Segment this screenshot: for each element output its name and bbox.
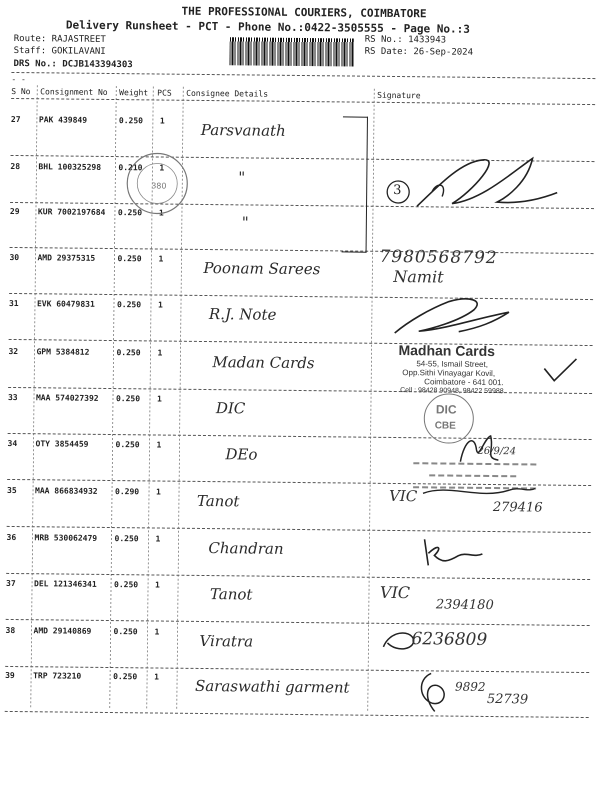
svg-text:380: 380	[151, 181, 167, 191]
row-weight: 0.290	[114, 487, 140, 497]
row-consignee: Poonam Sarees	[203, 258, 321, 279]
row-pcs: 1	[155, 534, 161, 544]
row-sno: 36	[6, 532, 17, 543]
signature-35	[419, 479, 539, 504]
row-pcs: 1	[157, 348, 163, 358]
row-pcs: 1	[158, 254, 164, 264]
row-consignment-no: OTY 3854459	[35, 439, 89, 449]
row-pcs: 1	[155, 580, 160, 590]
row-pcs: 1	[156, 440, 162, 450]
drs-label: DRS No.: DCJB143394303	[13, 58, 133, 71]
col-consignment-header: Consignment No	[40, 87, 108, 97]
signature-39	[411, 669, 457, 715]
row-weight: 0.250	[118, 116, 144, 126]
row-pcs: 1	[157, 300, 163, 310]
row-pcs: 1	[159, 163, 165, 173]
row-consignee: DEo	[225, 445, 258, 464]
signature-31	[389, 291, 530, 342]
row-consignee: Chandran	[208, 539, 284, 558]
row-weight: 0.250	[116, 348, 141, 358]
row-sno: 33	[7, 392, 18, 403]
row-sno: 35	[6, 485, 17, 496]
route-label: Route: RAJASTREET	[13, 33, 106, 45]
vic-35: VIC	[388, 486, 418, 506]
number-39b: 52739	[486, 691, 529, 708]
row-consignment-no: EVK 60479831	[36, 299, 95, 309]
row-consignee: Madan Cards	[212, 353, 315, 373]
row-consignment-no: AMD 29375315	[37, 253, 96, 263]
rs-number: RS No.: 1433943	[364, 34, 447, 46]
row-consignee: R.J. Note	[208, 305, 277, 324]
staff-label: Staff: GOKILAVANI	[13, 45, 106, 57]
grouping-bracket	[342, 116, 368, 252]
dash-marker: - -	[11, 74, 26, 85]
row-pcs: 1	[158, 208, 164, 218]
row-weight: 0.250	[117, 254, 142, 264]
row-consignment-no: TRP 723210	[33, 671, 82, 681]
madhan-stamp-line4: Cell : 98428 90948, 98422 59988	[400, 387, 504, 396]
row-consignment-no: MAA 574027392	[35, 393, 99, 403]
number-35: 279416	[492, 500, 543, 516]
number-38: 6236809	[411, 629, 488, 650]
col-consignee-header: Consignee Details	[186, 88, 269, 99]
row-pcs: 1	[154, 627, 160, 637]
rs-date: RS Date: 26-Sep-2024	[364, 46, 474, 58]
row-consignment-no: MRB 530062479	[34, 533, 98, 543]
office-stamp	[122, 148, 193, 219]
row-pcs: 1	[155, 487, 161, 497]
col-weight-header: Weight	[119, 88, 149, 98]
row-sno: 28	[10, 161, 21, 172]
row-sno: 34	[7, 438, 18, 449]
row-consignee: Tanot	[196, 491, 240, 511]
row-sno: 30	[9, 252, 20, 263]
row-pcs: 1	[156, 394, 162, 404]
row-consignee: "	[238, 168, 246, 187]
row-sno: 38	[5, 625, 16, 636]
dic-stamp: DIC CBE	[424, 393, 475, 444]
runsheet-subtitle: Delivery Runsheet - PCT - Phone No.:0422-3505555 - Page No.:3	[65, 18, 470, 36]
madhan-stamp-name: Madhan Cards	[398, 342, 496, 360]
row-weight: 0.250	[115, 440, 140, 450]
row-consignment-no: MAA 866834932	[34, 486, 98, 496]
row-consignee: "	[241, 213, 249, 232]
madhan-stamp-line2: Opp.Sithi Vinayagar Kovil,	[402, 368, 496, 379]
row-weight: 0.210	[118, 163, 143, 173]
signature-28	[412, 151, 563, 223]
signature-36	[418, 533, 488, 574]
phone-number-30: 7980568792	[379, 246, 498, 269]
col-pcs-header: PCS	[157, 88, 172, 98]
row-weight: 0.250	[114, 534, 139, 544]
row-consignee: Tanot	[209, 585, 253, 604]
number-39a: 9892	[454, 679, 486, 694]
circled-number: 3	[384, 177, 414, 211]
madhan-stamp-line1: 54-55, Ismail Street,	[416, 359, 489, 369]
check-mark	[540, 357, 580, 387]
row-sno: 29	[9, 206, 20, 217]
company-title: THE PROFESSIONAL COURIERS, COIMBATORE	[181, 4, 427, 21]
row-weight: 0.250	[116, 300, 142, 310]
row-sno: 32	[8, 346, 19, 357]
row-sno: 27	[10, 114, 21, 125]
row-consignment-no: AMD 29140869	[33, 626, 92, 636]
row-weight: 0.250	[113, 672, 138, 682]
row-consignee: Viratra	[199, 631, 254, 651]
row-consignment-no: KUR 7002197684	[37, 207, 106, 217]
row-consignment-no: GPM 5384812	[36, 347, 90, 357]
row-weight: 0.250	[117, 208, 143, 218]
col-signature-header: Signature	[377, 90, 421, 101]
row-pcs: 1	[154, 672, 159, 682]
row-weight: 0.250	[114, 580, 139, 590]
row-pcs: 1	[159, 116, 165, 126]
row-sno: 39	[5, 670, 15, 681]
row-weight: 0.250	[115, 394, 141, 404]
madhan-stamp-line3: Coimbatore - 641 001.	[424, 377, 504, 388]
row-consignee: Parsvanath	[200, 120, 286, 140]
row-consignment-no: DEL 121346341	[34, 579, 97, 589]
row-sno: 31	[8, 298, 19, 309]
signature-name-30: Namit	[393, 266, 444, 287]
row-consignment-no: PAK 439849	[38, 115, 88, 125]
row-consignee: DIC	[215, 399, 246, 418]
date-34: 26/9/24	[477, 445, 517, 458]
col-sno-header: S No	[11, 86, 31, 97]
row-sno: 37	[6, 578, 16, 589]
number-37: 2394180	[435, 597, 494, 614]
vic-37: VIC	[379, 582, 411, 603]
row-consignee: Saraswathi garment	[194, 676, 350, 697]
row-weight: 0.250	[113, 627, 138, 637]
row-consignment-no: BHL 100325298	[38, 162, 102, 172]
